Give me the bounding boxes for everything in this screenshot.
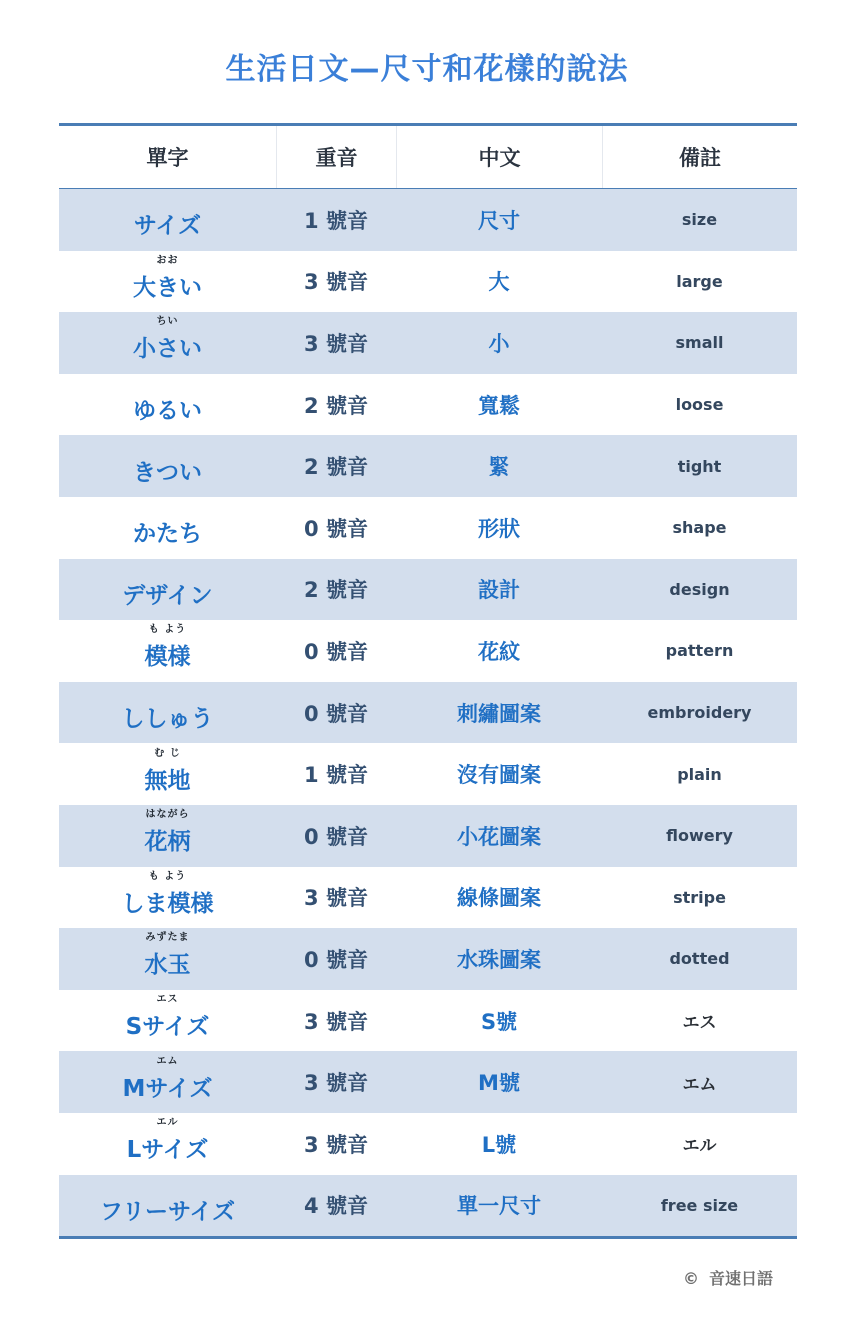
word-cell	[59, 251, 276, 313]
pitch-accent: 3 號音	[304, 1071, 368, 1096]
chinese-cell	[396, 867, 602, 929]
english-note: small	[675, 333, 724, 353]
table-row	[59, 620, 797, 682]
note-cell	[602, 374, 797, 436]
english-note: design	[669, 579, 730, 599]
furigana: エル	[156, 1117, 179, 1129]
word-cell	[59, 1175, 276, 1237]
page-title: 生活日文—尺寸和花樣的說法	[225, 52, 629, 87]
pitch-accent: 3 號音	[304, 886, 368, 911]
japanese-word: 花柄	[144, 829, 191, 856]
pitch-accent: 3 號音	[304, 1009, 368, 1034]
chinese-cell	[396, 1051, 602, 1113]
header-accent: 重音	[276, 126, 396, 188]
chinese-meaning: S號	[480, 1009, 518, 1034]
chinese-cell	[396, 1175, 602, 1237]
accent-cell	[276, 620, 396, 682]
chinese-cell	[396, 1113, 602, 1175]
pitch-accent: 0 號音	[304, 824, 368, 849]
word-cell	[59, 743, 276, 805]
brand-name: 音速日語	[708, 1269, 773, 1288]
chinese-meaning: 水珠圖案	[457, 947, 541, 972]
accent-cell	[276, 1113, 396, 1175]
furigana: おお	[156, 254, 179, 266]
accent-cell	[276, 1051, 396, 1113]
furigana: みずたま	[145, 932, 190, 944]
chinese-meaning: 緊	[488, 455, 510, 480]
table-row	[59, 682, 797, 744]
note-cell	[602, 559, 797, 621]
chinese-cell	[396, 682, 602, 744]
japanese-word: 模様	[144, 644, 191, 671]
table-row	[59, 990, 797, 1052]
english-note: エス	[682, 1013, 717, 1034]
note-cell	[602, 435, 797, 497]
table-row	[59, 1175, 797, 1237]
table-row	[59, 1113, 797, 1175]
pitch-accent: 2 號音	[304, 393, 368, 418]
accent-cell	[276, 990, 396, 1052]
japanese-word: 無地	[144, 767, 191, 794]
chinese-cell	[396, 990, 602, 1052]
english-note: pattern	[665, 641, 734, 661]
japanese-word: ゆるい	[133, 398, 202, 425]
word-cell	[59, 620, 276, 682]
chinese-cell	[396, 805, 602, 867]
note-cell	[602, 682, 797, 744]
furigana: む じ	[154, 747, 181, 759]
english-note: エル	[682, 1136, 717, 1157]
pitch-accent: 4 號音	[304, 1194, 368, 1219]
furigana: エム	[156, 1055, 179, 1067]
furigana: も よう	[148, 624, 187, 636]
table-row	[59, 805, 797, 867]
accent-cell	[276, 251, 396, 313]
note-cell	[602, 497, 797, 559]
english-note: size	[681, 210, 718, 230]
chinese-meaning: 設計	[478, 578, 520, 603]
pitch-accent: 1 號音	[304, 208, 368, 233]
english-note: tight	[677, 456, 722, 476]
table-row	[59, 743, 797, 805]
table-row	[59, 928, 797, 990]
table-row	[59, 497, 797, 559]
pitch-accent: 3 號音	[304, 270, 368, 295]
header-word: 單字	[146, 146, 189, 170]
table-row	[59, 312, 797, 374]
chinese-cell	[396, 743, 602, 805]
note-cell	[602, 189, 797, 251]
table-row	[59, 435, 797, 497]
chinese-cell	[396, 435, 602, 497]
japanese-word: しま模様	[121, 890, 214, 917]
chinese-cell	[396, 928, 602, 990]
word-cell	[59, 312, 276, 374]
table-row	[59, 867, 797, 929]
english-note: large	[676, 271, 723, 291]
pitch-accent: 0 號音	[304, 947, 368, 972]
pitch-accent: 3 號音	[304, 331, 368, 356]
word-cell	[59, 189, 276, 251]
word-cell	[59, 1113, 276, 1175]
chinese-meaning: 小花圖案	[457, 824, 541, 849]
pitch-accent: 0 號音	[304, 516, 368, 541]
chinese-cell	[396, 251, 602, 313]
word-cell	[59, 682, 276, 744]
japanese-word: きつい	[133, 459, 202, 486]
chinese-meaning: 花紋	[478, 639, 520, 664]
accent-cell	[276, 374, 396, 436]
note-cell	[602, 867, 797, 929]
note-cell	[602, 990, 797, 1052]
pitch-accent: 2 號音	[304, 455, 368, 480]
chinese-meaning: 小	[488, 331, 510, 356]
japanese-word: サイズ	[133, 213, 202, 240]
chinese-cell	[396, 189, 602, 251]
japanese-word: デザイン	[122, 582, 213, 609]
word-cell	[59, 435, 276, 497]
word-cell	[59, 805, 276, 867]
english-note: エム	[682, 1074, 717, 1095]
chinese-meaning: 刺繡圖案	[457, 701, 541, 726]
japanese-word: Mサイズ	[122, 1075, 213, 1102]
accent-cell	[276, 682, 396, 744]
pitch-accent: 0 號音	[304, 701, 368, 726]
accent-cell	[276, 805, 396, 867]
chinese-cell	[396, 559, 602, 621]
japanese-word: 小さい	[133, 336, 202, 363]
header-chinese: 中文	[396, 126, 602, 188]
accent-cell	[276, 435, 396, 497]
accent-cell	[276, 189, 396, 251]
table-row	[59, 559, 797, 621]
english-note: free size	[660, 1195, 739, 1215]
chinese-meaning: 沒有圖案	[457, 763, 541, 788]
chinese-meaning: 尺寸	[478, 208, 520, 233]
word-cell	[59, 1051, 276, 1113]
note-cell	[602, 251, 797, 313]
chinese-meaning: 寬鬆	[478, 393, 520, 418]
accent-cell	[276, 928, 396, 990]
table-row	[59, 1051, 797, 1113]
chinese-meaning: M號	[478, 1071, 520, 1096]
chinese-cell	[396, 374, 602, 436]
furigana: ちい	[156, 316, 179, 328]
english-note: flowery	[666, 826, 733, 846]
chinese-cell	[396, 312, 602, 374]
english-note: loose	[675, 395, 724, 415]
chinese-meaning: 形狀	[478, 516, 520, 541]
pitch-accent: 1 號音	[304, 763, 368, 788]
note-cell	[602, 312, 797, 374]
chinese-meaning: 單一尺寸	[457, 1194, 541, 1219]
english-note: dotted	[669, 949, 730, 969]
pitch-accent: 2 號音	[304, 578, 368, 603]
furigana: エス	[156, 994, 179, 1006]
japanese-word: かたち	[133, 521, 202, 548]
word-cell	[59, 867, 276, 929]
pitch-accent: 3 號音	[304, 1132, 368, 1157]
chinese-meaning: 大	[488, 270, 510, 295]
note-cell	[602, 805, 797, 867]
accent-cell	[276, 312, 396, 374]
pitch-accent: 0 號音	[304, 639, 368, 664]
japanese-word: Lサイズ	[126, 1137, 209, 1164]
accent-cell	[276, 559, 396, 621]
chinese-cell	[396, 497, 602, 559]
accent-cell	[276, 867, 396, 929]
word-cell	[59, 990, 276, 1052]
chinese-meaning: L號	[481, 1132, 517, 1157]
table-row	[59, 374, 797, 436]
japanese-word: フリーサイズ	[99, 1198, 236, 1225]
furigana: も よう	[148, 870, 187, 882]
english-note: embroidery	[647, 703, 752, 723]
accent-cell	[276, 743, 396, 805]
word-cell	[59, 928, 276, 990]
japanese-word: 大きい	[133, 274, 202, 301]
english-note: plain	[677, 764, 722, 784]
english-note: stripe	[673, 887, 726, 907]
header-note: 備註	[602, 126, 797, 188]
table-header	[59, 126, 797, 189]
note-cell	[602, 1051, 797, 1113]
japanese-word: 水玉	[144, 952, 191, 979]
chinese-cell	[396, 620, 602, 682]
furigana: はながら	[145, 809, 190, 821]
note-cell	[602, 743, 797, 805]
table-body	[59, 189, 797, 1236]
accent-cell	[276, 1175, 396, 1237]
note-cell	[602, 928, 797, 990]
accent-cell	[276, 497, 396, 559]
footer-credit	[683, 1266, 773, 1289]
vocab-table	[59, 123, 797, 1239]
japanese-word: ししゅう	[121, 706, 214, 733]
japanese-word: Sサイズ	[125, 1014, 210, 1041]
word-cell	[59, 559, 276, 621]
word-cell	[59, 374, 276, 436]
note-cell	[602, 1113, 797, 1175]
copyright-symbol: ©	[682, 1269, 699, 1288]
word-cell	[59, 497, 276, 559]
english-note: shape	[672, 518, 727, 538]
table-row	[59, 251, 797, 313]
note-cell	[602, 1175, 797, 1237]
chinese-meaning: 線條圖案	[457, 886, 541, 911]
note-cell	[602, 620, 797, 682]
table-row	[59, 189, 797, 251]
